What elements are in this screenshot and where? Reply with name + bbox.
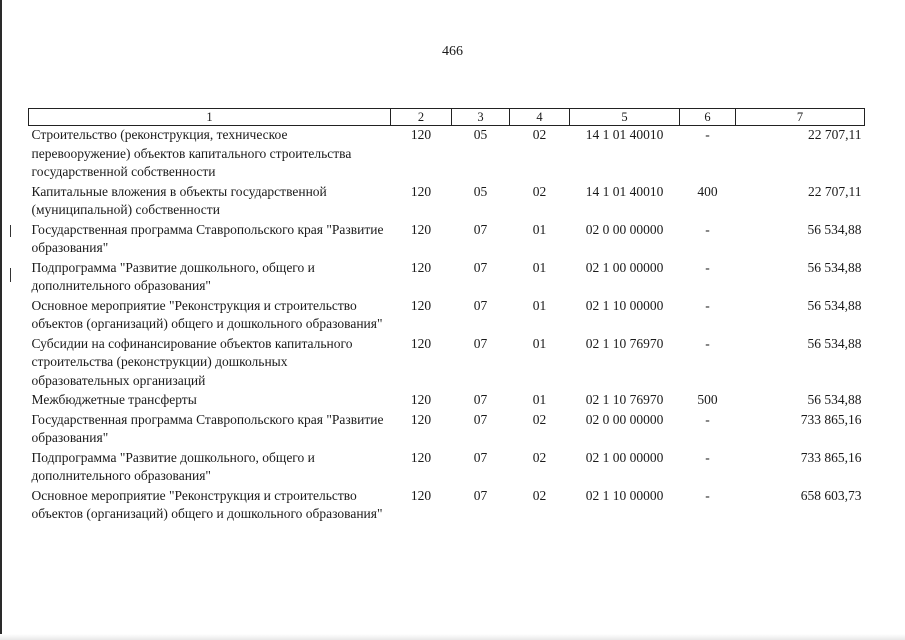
section-code: 07 xyxy=(473,487,488,503)
target-code: 02 1 00 00000 xyxy=(585,259,664,275)
expense-type-code: 500 xyxy=(697,392,718,407)
target-code: 02 1 10 00000 xyxy=(585,297,664,313)
row-name: Строительство (реконструкция, техническое перевооружение) объектов капитального строительства государственной собственности xyxy=(31,127,352,179)
subsection-code: 01 xyxy=(532,221,547,237)
column-header: 7 xyxy=(736,109,865,126)
target-code: 14 1 01 40010 xyxy=(585,127,664,142)
subsection-code: 02 xyxy=(532,127,547,142)
table-row xyxy=(29,391,865,411)
target-code: 02 1 10 76970 xyxy=(585,392,664,407)
section-code: 07 xyxy=(473,221,488,237)
subsection-code: 01 xyxy=(532,297,547,313)
ministry-code: 120 xyxy=(410,127,432,142)
ministry-code: 120 xyxy=(410,297,432,313)
scan-left-edge xyxy=(0,0,2,640)
expense-type-code: - xyxy=(705,297,710,313)
ministry-code: 120 xyxy=(410,183,432,199)
header-row xyxy=(29,109,865,126)
row-name: Межбюджетные трансферты xyxy=(31,392,197,407)
table-row xyxy=(29,126,865,183)
column-header: 5 xyxy=(570,109,680,126)
expense-type-code: - xyxy=(705,335,710,351)
ministry-code: 120 xyxy=(410,392,432,407)
target-code: 02 0 00 00000 xyxy=(585,411,664,427)
section-code: 07 xyxy=(473,335,488,351)
section-code: 07 xyxy=(473,259,488,275)
subsection-code: 01 xyxy=(532,392,547,407)
amount: 658 603,73 xyxy=(800,487,862,503)
row-name: Субсидии на софинансирование объектов капитального строительства (реконструкции) дошкольных образовательных организаций xyxy=(31,335,353,388)
ministry-code: 120 xyxy=(410,487,432,503)
scan-bottom-edge xyxy=(0,634,905,640)
amount: 56 534,88 xyxy=(807,335,862,351)
expense-type-code: - xyxy=(705,221,710,237)
scan-mark xyxy=(10,225,11,237)
column-header: 6 xyxy=(680,109,736,126)
table-row xyxy=(29,221,865,259)
table-row xyxy=(29,183,865,221)
subsection-code: 01 xyxy=(532,335,547,351)
table-row xyxy=(29,297,865,335)
subsection-code: 02 xyxy=(532,487,547,503)
column-header: 2 xyxy=(391,109,452,126)
section-code: 07 xyxy=(473,449,488,465)
target-code: 02 1 10 76970 xyxy=(585,335,664,351)
row-name: Основное мероприятие "Реконструкция и строительство объектов (организаций) общего и дошкольного образования" xyxy=(31,297,383,331)
amount: 56 534,88 xyxy=(807,392,862,407)
target-code: 02 1 10 00000 xyxy=(585,487,664,503)
amount: 56 534,88 xyxy=(807,297,862,313)
table-row xyxy=(29,487,865,525)
ministry-code: 120 xyxy=(410,221,432,237)
row-name: Государственная программа Ставропольского края "Развитие образования" xyxy=(31,411,384,445)
column-header: 1 xyxy=(29,109,391,126)
column-header: 3 xyxy=(452,109,510,126)
subsection-code: 02 xyxy=(532,411,547,427)
amount: 733 865,16 xyxy=(800,411,862,427)
amount: 56 534,88 xyxy=(807,259,862,275)
ministry-code: 120 xyxy=(410,335,432,351)
section-code: 07 xyxy=(473,411,488,427)
row-name: Подпрограмма "Развитие дошкольного, общего и дополнительного образования" xyxy=(31,449,315,483)
ministry-code: 120 xyxy=(410,411,432,427)
expense-type-code: - xyxy=(705,487,710,503)
ministry-code: 120 xyxy=(410,449,432,465)
subsection-code: 01 xyxy=(532,259,547,275)
amount: 56 534,88 xyxy=(807,221,862,237)
table-row xyxy=(29,335,865,392)
expense-type-code: - xyxy=(705,449,710,465)
expense-type-code: - xyxy=(705,411,710,427)
row-name: Государственная программа Ставропольского края "Развитие образования" xyxy=(31,221,384,255)
ministry-code: 120 xyxy=(410,259,432,275)
target-code: 14 1 01 40010 xyxy=(585,183,664,199)
row-name: Капитальные вложения в объекты государственной (муниципальной) собственности xyxy=(31,183,327,217)
section-code: 05 xyxy=(473,183,488,199)
budget-table xyxy=(28,108,865,525)
section-code: 07 xyxy=(473,392,488,407)
table-row xyxy=(29,411,865,449)
row-name: Подпрограмма "Развитие дошкольного, общего и дополнительного образования" xyxy=(31,259,315,293)
amount: 733 865,16 xyxy=(800,449,862,465)
expense-type-code: 400 xyxy=(697,183,718,199)
subsection-code: 02 xyxy=(532,183,547,199)
column-header: 4 xyxy=(510,109,570,126)
expense-type-code: - xyxy=(705,127,710,142)
target-code: 02 0 00 00000 xyxy=(585,221,664,237)
target-code: 02 1 00 00000 xyxy=(585,449,664,465)
row-name: Основное мероприятие "Реконструкция и строительство объектов (организаций) общего и дошкольного образования" xyxy=(31,487,383,521)
table-row xyxy=(29,259,865,297)
table-row xyxy=(29,449,865,487)
amount: 22 707,11 xyxy=(808,127,862,142)
subsection-code: 02 xyxy=(532,449,547,465)
section-code: 07 xyxy=(473,297,488,313)
amount: 22 707,11 xyxy=(808,183,862,199)
section-code: 05 xyxy=(473,127,488,142)
expense-type-code: - xyxy=(705,259,710,275)
scan-mark xyxy=(10,268,11,282)
page-number: 466 xyxy=(442,44,463,59)
